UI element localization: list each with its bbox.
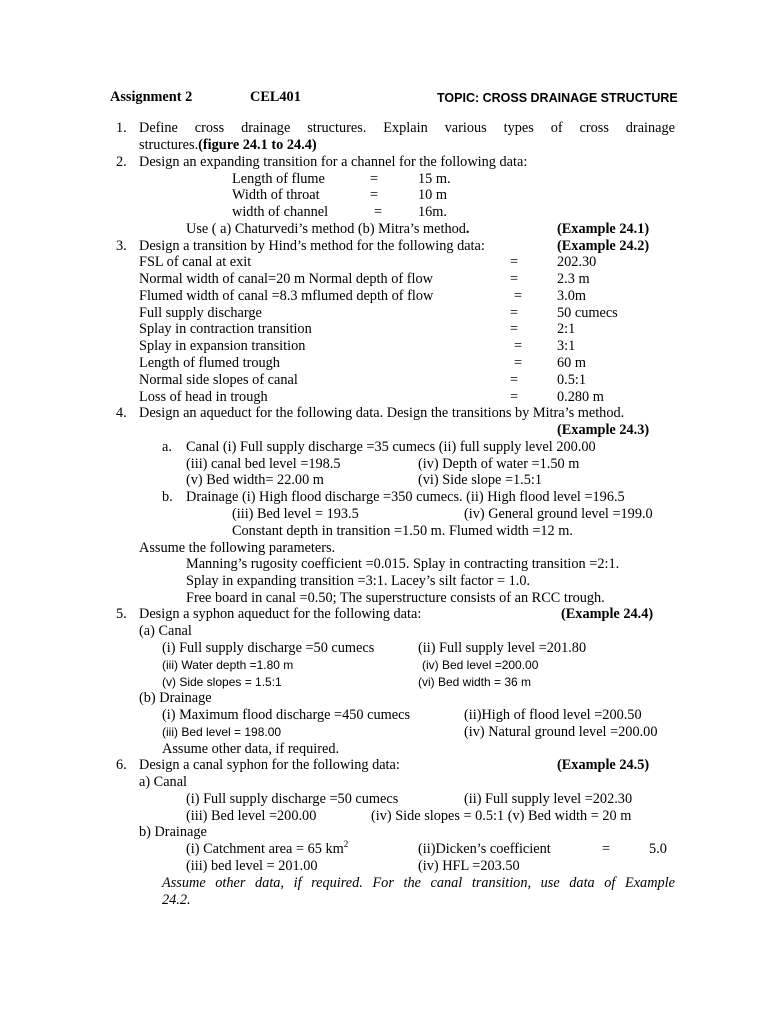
q2-row-value: 10 m bbox=[418, 187, 447, 203]
q2-intro: Design an expanding transition for a channel for the following data: bbox=[139, 154, 528, 170]
q3-row-value: 50 cumecs bbox=[557, 305, 618, 321]
q3-row-eq: = bbox=[514, 338, 523, 354]
q3-row-value: 60 m bbox=[557, 355, 586, 371]
q3-row-value: 2.3 m bbox=[557, 271, 590, 287]
q5-a-line3-right: (vi) Bed width = 36 m bbox=[418, 675, 532, 689]
q5-a-line1-left: (i) Full supply discharge =50 cumecs bbox=[162, 640, 375, 656]
q4-a-line1: Canal (i) Full supply discharge =35 cumecs (ii) full supply level 200.00 bbox=[186, 439, 596, 455]
q3-row-eq: = bbox=[510, 254, 519, 270]
q4-b-line2-right: (iv) General ground level =199.0 bbox=[464, 506, 653, 522]
q6-b-line1-eq: = bbox=[602, 841, 611, 857]
q4-example-ref: (Example 24.3) bbox=[557, 422, 650, 438]
q3-row-value: 0.5:1 bbox=[557, 372, 586, 388]
q5-b-line3: Assume other data, if required. bbox=[162, 741, 340, 757]
q3-number: 3. bbox=[116, 238, 127, 254]
q3-example-ref: (Example 24.2) bbox=[557, 238, 650, 254]
q2-use-methods bbox=[186, 221, 470, 237]
q3-row-eq: = bbox=[514, 288, 523, 304]
q5-intro: Design a syphon aqueduct for the following data: bbox=[139, 606, 422, 622]
q6-a-line1-right: (ii) Full supply level =202.30 bbox=[464, 791, 633, 807]
q3-row-label: Loss of head in trough bbox=[139, 389, 268, 405]
q4-b-line1: Drainage (i) High flood discharge =350 cumecs. (ii) High flood level =196.5 bbox=[186, 489, 625, 505]
q1-line1: Define cross drainage structures. Explain various types of cross drainage bbox=[139, 120, 675, 136]
q3-row-eq: = bbox=[510, 305, 519, 321]
q1-figure-ref: (figure 24.1 to 24.4) bbox=[198, 137, 317, 153]
q6-example-ref: (Example 24.5) bbox=[557, 757, 650, 773]
q2-row-eq: = bbox=[374, 204, 383, 220]
q3-row-value: 2:1 bbox=[557, 321, 576, 337]
q5-a-line1-right: (ii) Full supply level =201.80 bbox=[418, 640, 587, 656]
q2-number: 2. bbox=[116, 154, 127, 170]
q6-b-heading: b) Drainage bbox=[139, 824, 207, 840]
q1-line2-text: structures. bbox=[139, 137, 199, 153]
q3-row-eq: = bbox=[510, 389, 519, 405]
q5-number: 5. bbox=[116, 606, 127, 622]
q4-a-line2-left: (iii) canal bed level =198.5 bbox=[186, 456, 341, 472]
q2-use-period: . bbox=[465, 221, 470, 237]
q4-a-line3-right: (vi) Side slope =1.5:1 bbox=[418, 472, 543, 488]
q4-param-line1: Manning’s rugosity coefficient =0.015. Splay in contracting transition =2:1. bbox=[186, 556, 620, 572]
q5-b-line2-left: (iii) Bed level = 198.00 bbox=[162, 725, 282, 739]
q5-a-heading: (a) Canal bbox=[139, 623, 192, 639]
q4-param-line3: Free board in canal =0.50; The superstructure consists of an RCC trough. bbox=[186, 590, 605, 606]
q2-row-label: Length of flume bbox=[232, 171, 325, 187]
q3-row-label: FSL of canal at exit bbox=[139, 254, 252, 270]
q3-row-label: Splay in contraction transition bbox=[139, 321, 312, 337]
q3-row-value: 202.30 bbox=[557, 254, 597, 270]
q5-b-line2-right: (iv) Natural ground level =200.00 bbox=[464, 724, 658, 740]
q4-a-line2-right: (iv) Depth of water =1.50 m bbox=[418, 456, 580, 472]
q3-row-label: Flumed width of canal =8.3 mflumed depth of flow bbox=[139, 288, 434, 304]
q2-example-ref: (Example 24.1) bbox=[557, 221, 650, 237]
q2-row-label: Width of throat bbox=[232, 187, 320, 203]
q5-a-line3-left: (v) Side slopes = 1.5:1 bbox=[162, 675, 282, 689]
q3-row-label: Normal width of canal=20 m Normal depth of flow bbox=[139, 271, 433, 287]
assignment-label: Assignment 2 bbox=[110, 89, 193, 105]
q5-b-heading: (b) Drainage bbox=[139, 690, 212, 706]
q3-row-eq: = bbox=[510, 271, 519, 287]
q6-b-line2-right: (iv) HFL =203.50 bbox=[418, 858, 520, 874]
q4-intro: Design an aqueduct for the following data. Design the transitions by Mitra’s method. bbox=[139, 405, 625, 421]
q6-intro: Design a canal syphon for the following data: bbox=[139, 757, 400, 773]
q3-row-eq: = bbox=[510, 321, 519, 337]
q4-b-line2-left: (iii) Bed level = 193.5 bbox=[232, 506, 359, 522]
q3-row-value: 3:1 bbox=[557, 338, 576, 354]
q6-a-heading: a) Canal bbox=[139, 774, 188, 790]
q3-row-eq: = bbox=[510, 372, 519, 388]
q3-row-eq: = bbox=[514, 355, 523, 371]
topic-title: TOPIC: CROSS DRAINAGE STRUCTURE bbox=[437, 91, 678, 105]
q3-row-label: Length of flumed trough bbox=[139, 355, 280, 371]
q4-a-line3-left: (v) Bed width= 22.00 m bbox=[186, 472, 324, 488]
q2-row-label: width of channel bbox=[232, 204, 329, 220]
course-code: CEL401 bbox=[250, 89, 301, 105]
q3-row-value: 0.280 m bbox=[557, 389, 604, 405]
q6-b-line1-left bbox=[186, 841, 348, 857]
q5-b-line1-left: (i) Maximum flood discharge =450 cumecs bbox=[162, 707, 411, 723]
q2-row-eq: = bbox=[370, 171, 379, 187]
q4-b-line3: Constant depth in transition =1.50 m. Flumed width =12 m. bbox=[232, 523, 573, 539]
q6-catchment-exponent: 2 bbox=[343, 839, 349, 850]
q3-row-label: Full supply discharge bbox=[139, 305, 262, 321]
q3-row-value: 3.0m bbox=[557, 288, 586, 304]
q6-b-line1-value: 5.0 bbox=[649, 841, 667, 857]
q3-row-label: Normal side slopes of canal bbox=[139, 372, 298, 388]
q2-row-eq: = bbox=[370, 187, 379, 203]
q6-a-line2-right: (iv) Side slopes = 0.5:1 (v) Bed width = 20 m bbox=[371, 808, 632, 824]
q4-assume: Assume the following parameters. bbox=[139, 540, 336, 556]
q1-number: 1. bbox=[116, 120, 127, 136]
q6-a-line2-left: (iii) Bed level =200.00 bbox=[186, 808, 317, 824]
q6-b-line2-left: (iii) bed level = 201.00 bbox=[186, 858, 318, 874]
q6-note-line1: Assume other data, if required. For the canal transition, use data of Example bbox=[162, 875, 675, 891]
q3-row-label: Splay in expansion transition bbox=[139, 338, 306, 354]
q6-b-line1-mid: (ii)Dicken’s coefficient bbox=[418, 841, 551, 857]
q4-number: 4. bbox=[116, 405, 127, 421]
q5-b-line1-right: (ii)High of flood level =200.50 bbox=[464, 707, 642, 723]
q3-intro: Design a transition by Hind’s method for the following data: bbox=[139, 238, 485, 254]
q6-number: 6. bbox=[116, 757, 127, 773]
q6-a-line1-left: (i) Full supply discharge =50 cumecs bbox=[186, 791, 399, 807]
q1-line2 bbox=[139, 137, 317, 153]
q4-a-marker: a. bbox=[162, 439, 172, 455]
q2-row-value: 15 m. bbox=[418, 171, 451, 187]
q5-a-line2-left: (iii) Water depth =1.80 m bbox=[162, 658, 294, 672]
q5-example-ref: (Example 24.4) bbox=[561, 606, 654, 622]
q6-catchment: (i) Catchment area = 65 km bbox=[186, 841, 344, 857]
q2-row-value: 16m. bbox=[418, 204, 447, 220]
q4-param-line2: Splay in expanding transition =3:1. Lacey’s silt factor = 1.0. bbox=[186, 573, 531, 589]
q2-use-text: Use ( a) Chaturvedi’s method (b) Mitra’s method bbox=[186, 221, 466, 237]
q5-a-line2-right: (iv) Bed level =200.00 bbox=[422, 658, 539, 672]
q4-b-marker: b. bbox=[162, 489, 173, 505]
q6-note-line2: 24.2. bbox=[162, 892, 191, 908]
